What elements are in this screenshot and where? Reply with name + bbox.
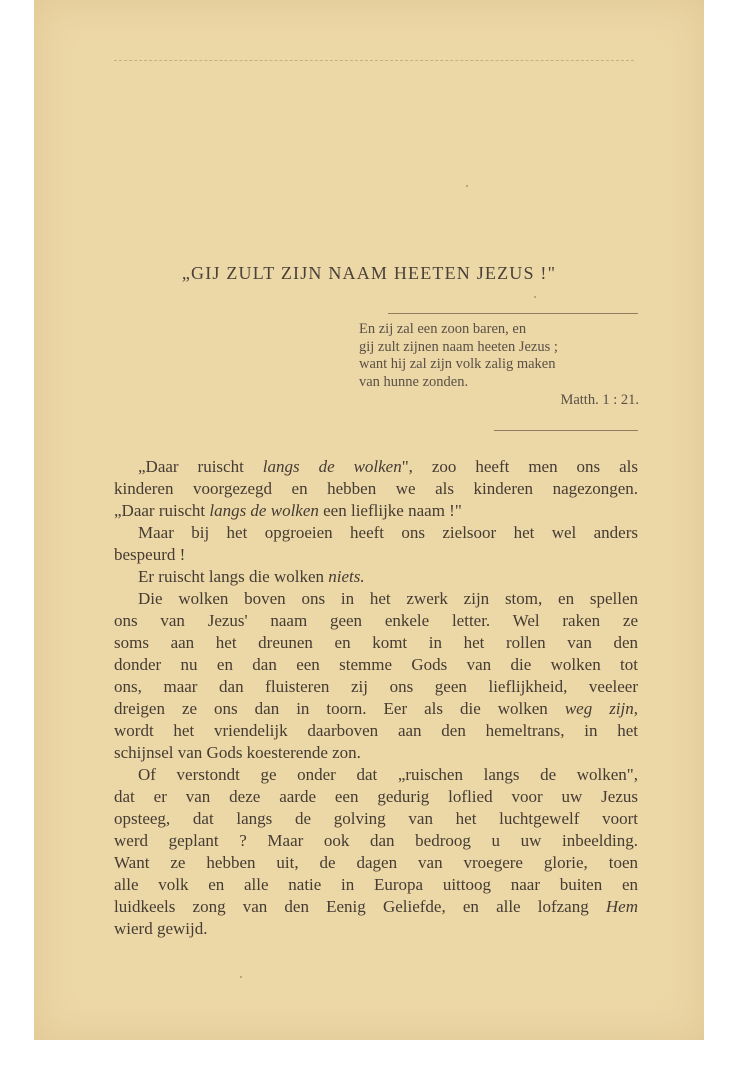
paper-speck [534,296,536,298]
motto-reference: Matth. 1 : 21. [560,392,639,408]
motto-line: van hunne zonden. [359,373,469,390]
text-line: dreigen ze ons dan in toorn. Eer als die wolken weg zijn, [114,699,639,718]
text-line: dat er van deze aarde een gedurig loflied voor uw Jezus [114,787,638,806]
text-line: „Daar ruischt langs de wolken een lieflijke naam !" [114,501,462,520]
text-line: Die wolken boven ons in het zwerk zijn stom, en spellen [138,589,638,608]
text-line: wierd gewijd. [114,919,208,938]
text-line: werd geplant ? Maar ook dan bedroog u uw inbeelding. [114,831,638,850]
text-line: Of verstondt ge onder dat „ruischen langs de wolken", [138,765,638,784]
text-line: ons, maar dan fluisteren zij ons geen lieflijkheid, veeleer [114,677,638,696]
motto-rule [494,430,638,431]
paper-speck [466,185,468,187]
text-line: Er ruischt langs die wolken niets. [138,567,365,586]
text-line: luidkeels zong van den Eenig Geliefde, en alle lofzang Hem [114,897,638,916]
text-line: kinderen voorgezegd en hebben we als kinderen nagezongen. [114,479,638,498]
motto-line: En zij zal een zoon baren, en [359,321,527,337]
motto-line: gij zult zijnen naam heeten Jezus ; [359,338,558,355]
text-line: alle volk en alle natie in Europa uittoog naar buiten en [114,875,638,894]
text-line: schijnsel van Gods koesterende zon. [114,743,361,762]
text-line: „Daar ruischt langs de wolken", zoo heeft men ons als [138,457,639,476]
top-rule [114,60,634,61]
text-line: opsteeg, dat langs de golving van het luchtgewelf voort [114,809,638,828]
text-line: donder nu en dan een stemme Gods van die wolken tot [114,655,638,674]
text-line: Want ze hebben uit, de dagen van vroegere glorie, toen [114,853,638,872]
text-line: bespeurd ! [114,545,186,564]
text-line: wordt het vriendelijk daarboven aan den hemeltrans, in het [114,721,638,740]
title-rule [388,313,638,314]
motto-line: want hij zal zijn volk zalig maken [359,356,556,372]
body-text [114,456,638,940]
book-page [34,0,704,1040]
text-line: ons van Jezus' naam geen enkele letter. Wel raken ze [114,611,638,630]
paper-speck [240,976,242,978]
text-line: soms aan het dreunen en komt in het rollen van den [114,633,638,652]
motto [359,321,639,410]
chapter-title: „GIJ ZULT ZIJN NAAM HEETEN JEZUS !" [181,263,557,283]
text-line: Maar bij het opgroeien heeft ons zielsoor het wel anders [138,523,638,542]
